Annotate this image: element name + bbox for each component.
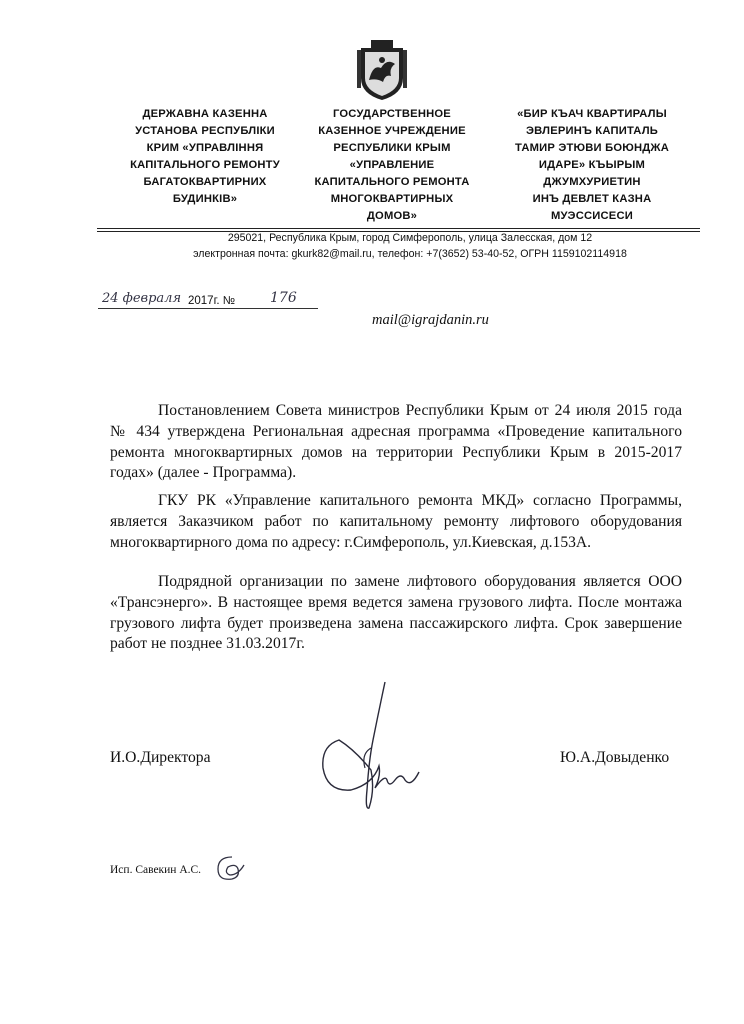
reference-number xyxy=(98,291,328,315)
header-line: КРИМ «УПРАВЛІННЯ xyxy=(146,142,264,154)
body-paragraph: Подрядной организации по замене лифтового оборудования является ООО «Трансэнерго». В настоящее время ведется замена грузового лифта. После монтажа грузового лифта будет произведена замена пассажирского лифта. Срок завершение работ не позднее 31.03.2017г. xyxy=(110,573,682,653)
header-line: ГОСУДАРСТВЕННОЕ xyxy=(333,108,451,120)
header-line: БУДИНКІВ» xyxy=(172,193,238,205)
body-paragraph: Постановлением Совета министров Республики Крым от 24 июля 2015 года № 434 утверждена Региональная адресная программа «Проведение капитального ремонта многоквартирных домов на территории Республики Крым в 2015-2017 годах» (далее - Программа). xyxy=(110,402,682,482)
address-line: 295021, Республика Крым, город Симферополь, улица Залесская, дом 12 xyxy=(227,232,593,244)
reference-printed: 2017г. № xyxy=(188,295,236,307)
header-line: МНОГОКВАРТИРНЫХ xyxy=(330,193,454,205)
handwritten-number: 176 xyxy=(270,290,297,306)
reference-underline xyxy=(98,308,318,309)
header-line: ТАМИР ЭТЮВИ БОЮНДЖА xyxy=(514,142,670,154)
header-line: ДЕРЖАВНА КАЗЕННА xyxy=(142,108,268,120)
header-line: «УПРАВЛЕНИЕ xyxy=(349,159,435,171)
header-ukrainian xyxy=(100,106,310,208)
header-russian xyxy=(292,106,492,225)
header-line: БАГАТОКВАРТИРНИХ xyxy=(143,176,267,188)
handwritten-signature xyxy=(315,680,425,815)
header-line: «БИР КЪАЧ КВАРТИРАЛЫ xyxy=(517,108,667,120)
signatory-name: Ю.А.Довыденко xyxy=(560,749,670,766)
handwritten-date: 24 февраля xyxy=(102,291,182,306)
header-line: ИНЪ ДЕВЛЕТ КАЗНА xyxy=(532,193,652,205)
signatory-role: И.О.Директора xyxy=(110,749,211,766)
header-line: РЕСПУБЛИКИ КРЫМ xyxy=(333,142,451,154)
header-line: КАПИТАЛЬНОГО РЕМОНТА xyxy=(314,176,470,188)
handwritten-initials xyxy=(214,853,248,883)
header-line: ЭВЛЕРИНЪ КАПИТАЛЬ xyxy=(526,125,658,137)
recipient-email: mail@igrajdanin.ru xyxy=(372,312,489,328)
header-line: УСТАНОВА РЕСПУБЛІКИ xyxy=(135,125,275,137)
header-line: ИДАРЕ» КЪЫРЫМ xyxy=(538,159,646,171)
header-line: КАЗЕННОЕ УЧРЕЖДЕНИЕ xyxy=(318,125,466,137)
crimea-coat-of-arms-icon xyxy=(355,38,409,102)
header-line: ДОМОВ» xyxy=(366,210,418,222)
body-paragraph: ГКУ РК «Управление капитального ремонта МКД» согласно Программы, является Заказчиком работ по капитальному ремонту лифтового оборудования многоквартирного дома по адресу: г.Симферополь, ул.Киевская, д.153А. xyxy=(110,492,682,551)
header-divider xyxy=(97,228,700,229)
header-crimean-tatar xyxy=(487,106,697,225)
header-line: МУЭССИСЕСИ xyxy=(551,210,633,222)
header-line: ДЖУМХУРИЕТИН xyxy=(543,176,641,188)
executor-note: Исп. Савекин А.С. xyxy=(110,864,202,876)
contact-line: электронная почта: gkurk82@mail.ru, телефон: +7(3652) 53-40-52, ОГРН 1159102114918 xyxy=(193,248,627,260)
header-line: КАПІТАЛЬНОГО РЕМОНТУ xyxy=(130,159,280,171)
